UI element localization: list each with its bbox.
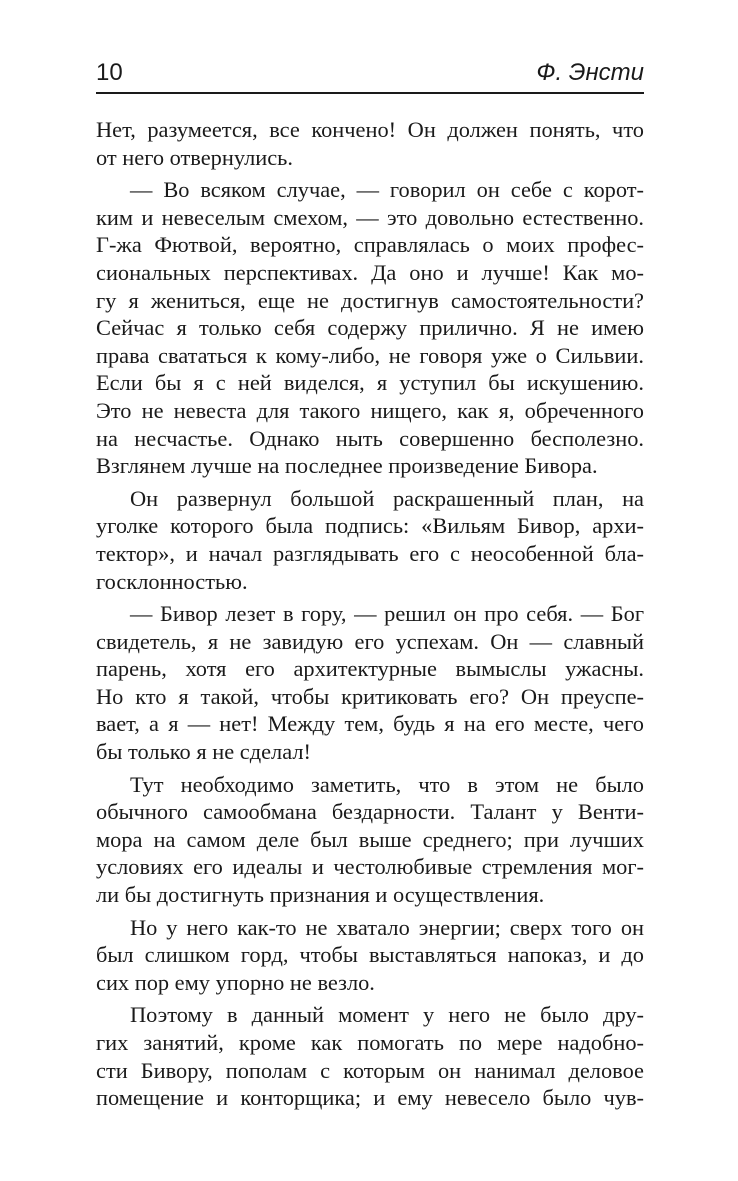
text-line: Если бы я с ней виделся, я уступил бы искушению. <box>96 370 644 396</box>
text-line: бы только я не сделал! <box>96 739 311 765</box>
paragraph <box>96 116 644 171</box>
paragraph <box>96 485 644 595</box>
text-line: сти Бивору, пополам с которым он нанимал деловое <box>96 1057 644 1083</box>
paragraph <box>96 176 644 480</box>
paragraph <box>96 914 644 997</box>
text-line: условиях его идеалы и честолюбивые стремления мог- <box>96 854 644 880</box>
text-line: Нет, разумеется, все кончено! Он должен понять, что <box>96 117 644 142</box>
text-line: права свататься к кому-либо, не говоря уже о Сильвии. <box>96 342 644 368</box>
text-line: мора на самом деле был выше среднего; при лучших <box>96 826 644 852</box>
text-line: помещение и конторщика; и ему невесело было чув- <box>96 1085 644 1111</box>
text-line: парень, хотя его архитектурные вымыслы ужасны. <box>96 656 644 682</box>
paragraph <box>96 1001 644 1111</box>
text-line: вает, а я — нет! Между тем, будь я на его месте, чего <box>96 711 644 737</box>
text-line: Тут необходимо заметить, что в этом не было <box>130 771 644 797</box>
text-line: гих занятий, кроме как помогать по мере надобно- <box>96 1030 644 1055</box>
text-line: сиональных перспективах. Да оно и лучше! Как мо- <box>96 259 644 285</box>
running-header <box>96 58 644 92</box>
text-line: Взглянем лучше на последнее произведение Бивора. <box>96 453 598 479</box>
text-line: ли бы достигнуть признания и осуществления. <box>96 882 545 908</box>
paragraph <box>96 600 644 766</box>
text-line: Поэтому в данный момент у него не было дру- <box>130 1002 644 1028</box>
text-line: Это не невеста для такого нищего, как я, обреченного <box>96 397 644 423</box>
text-line: Сейчас я только себя содержу прилично. Я не имею <box>96 315 644 341</box>
text-line: тектор», и начал разглядывать его с неособенной бла- <box>96 540 644 566</box>
text-line: ким и невеселым смехом, — это довольно естественно. <box>96 204 644 230</box>
text-line: Он развернул большой раскрашенный план, на <box>130 485 644 511</box>
text-line: гу я жениться, еще не достигнув самостоятельности? <box>96 287 644 313</box>
page-number: 10 <box>96 59 123 86</box>
text-line: от него отвернулись. <box>96 144 293 170</box>
text-line: уголке которого была подпись: «Вильям Бивор, архи- <box>96 513 644 539</box>
running-head-author: Ф. Энсти <box>536 59 644 86</box>
text-line: на несчастье. Однако ныть совершенно бесполезно. <box>96 425 644 451</box>
paragraph <box>96 771 644 909</box>
text-line: свидетель, я не завидую его успехам. Он — славный <box>96 628 644 654</box>
text-line: — Бивор лезет в гору, — решил он про себя. — Бог <box>130 601 644 627</box>
text-line: Но у него как-то не хватало энергии; сверх того он <box>130 914 644 940</box>
text-line: был слишком горд, чтобы выставляться напоказ, и до <box>96 942 644 968</box>
text-line: Но кто я такой, чтобы критиковать его? Он преуспе- <box>96 683 644 709</box>
header-rule <box>96 92 644 94</box>
body-text <box>96 116 644 1112</box>
text-line: обычного самообмана бездарности. Талант у Венти- <box>96 799 644 825</box>
text-line: сих пор ему упорно не везло. <box>96 969 375 995</box>
text-line: — Во всяком случае, — говорил он себе с корот- <box>130 177 644 203</box>
text-line: госклонностью. <box>96 568 248 594</box>
text-line: Г-жа Фютвой, вероятно, справлялась о моих профес- <box>96 232 644 258</box>
